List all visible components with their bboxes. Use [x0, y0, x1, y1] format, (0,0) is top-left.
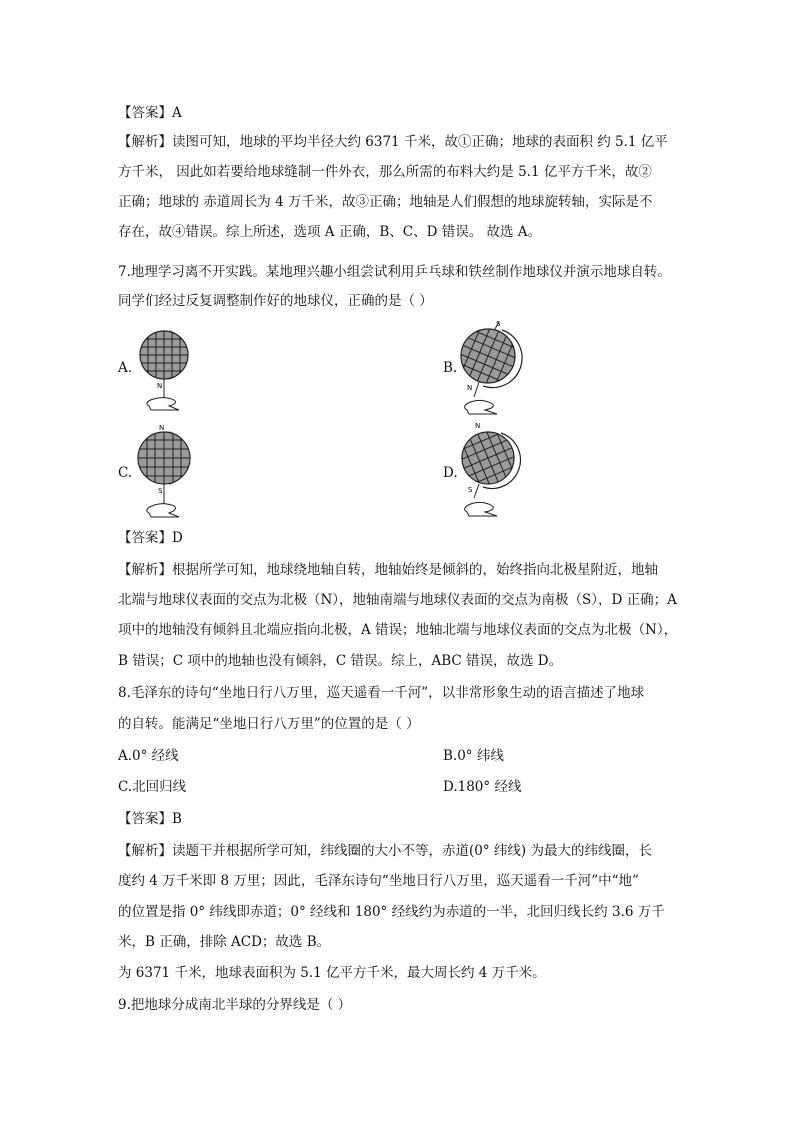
q8-stem-line-1: 8.毛泽东的诗句“坐地日行八万里，巡天遥看一千河”，以非常形象生动的语言描述了地球 — [118, 685, 645, 701]
q8-option-c: C.北回归线 — [118, 779, 187, 795]
q7-answer: 【答案】D — [118, 530, 183, 546]
q8-analysis-line-1: 【解析】读题干并根据所学可知，纬线圈的大小不等，赤道(0° 纬线) 为最大的纬线圈，长 — [118, 843, 652, 859]
pole-label-top: N — [159, 424, 165, 432]
pole-label-top: S — [496, 320, 501, 328]
pole-label-top: N — [475, 422, 481, 430]
q8-analysis-line-3: 的位置是指 0° 纬线即赤道；0° 经线和 180° 经线约为赤道的一半，北回归线长约 3.6 万千 — [118, 904, 665, 920]
q6-analysis-line-1: 【解析】读图可知，地球的平均半径大约 6371 千米，故①正确；地球的表面积 约 5.1 亿平 — [118, 134, 668, 150]
q8-option-d: D.180° 经线 — [443, 779, 522, 795]
q7-option-a-label: A. — [118, 360, 133, 376]
q8-analysis-line-5: 为 6371 千米，地球表面积为 5.1 亿平方千米，最大周长约 4 万千米。 — [118, 965, 546, 981]
q7-analysis-line-3: 项中的地轴没有倾斜且北端应指向北极，A 错误；地轴北端与地球仪表面的交点为北极（N）， — [118, 622, 678, 638]
q7-option-b-label: B. — [443, 360, 458, 376]
q8-answer: 【答案】B — [118, 811, 182, 827]
globe-icon — [133, 322, 203, 414]
globe-icon — [455, 418, 525, 522]
q8-analysis-line-2: 度约 4 万千米即 8 万里；因此，毛泽东诗句“坐地日行八万里，巡天遥看一千河”中“地” — [118, 873, 639, 889]
globe-icon — [455, 318, 525, 416]
q6-analysis-line-4: 存在，故④错误。综上所述，选项 A 正确，B、C、D 错误。 故选 A。 — [118, 224, 542, 240]
pole-label-bottom: S — [468, 486, 473, 494]
q6-analysis-line-3: 正确；地球的 赤道周长为 4 万千米，故③正确；地轴是人们假想的地球旋转轴，实际是不 — [118, 194, 653, 210]
q9-stem-line-1: 9.把地球分成南北半球的分界线是（ ） — [118, 997, 352, 1013]
globe-icon — [133, 420, 203, 520]
q6-analysis-line-2: 方千米， 因此如若要给地球缝制一件外衣，那么所需的布料大约是 5.1 亿平方千米，故② — [118, 164, 652, 180]
q7-option-d-label: D. — [443, 465, 458, 481]
pole-label-bottom: S — [158, 487, 163, 495]
q7-analysis-line-2: 北端与地球仪表面的交点为北极（N），地轴南端与地球仪表面的交点为南极（S），D 正确；A — [118, 592, 677, 608]
q6-answer: 【答案】A — [118, 105, 182, 121]
q7-analysis-line-1: 【解析】根据所学可知，地球绕地轴自转，地轴始终是倾斜的，始终指向北极星附近，地轴 — [118, 562, 658, 578]
q8-analysis-line-4: 米，B 正确，排除 ACD；故选 B。 — [118, 934, 331, 950]
pole-label-bottom: N — [467, 384, 473, 392]
pole-label-bottom: N — [157, 382, 163, 390]
q8-option-b: B.0° 纬线 — [443, 748, 504, 764]
q8-option-a: A.0° 经线 — [118, 748, 179, 764]
q7-option-c-label: C. — [118, 465, 133, 481]
q7-stem-line-1: 7.地理学习离不开实践。某地理兴趣小组尝试利用乒乓球和铁丝制作地球仪并演示地球自转。 — [118, 264, 671, 280]
q7-stem-line-2: 同学们经过反复调整制作好的地球仪，正确的是（ ） — [118, 293, 433, 309]
q8-stem-line-2: 的自转。能满足“坐地日行八万里”的位置的是（ ） — [118, 716, 420, 732]
q7-analysis-line-4: B 错误；C 项中的地轴也没有倾斜，C 错误。综上，ABC 错误，故选 D。 — [118, 653, 563, 669]
